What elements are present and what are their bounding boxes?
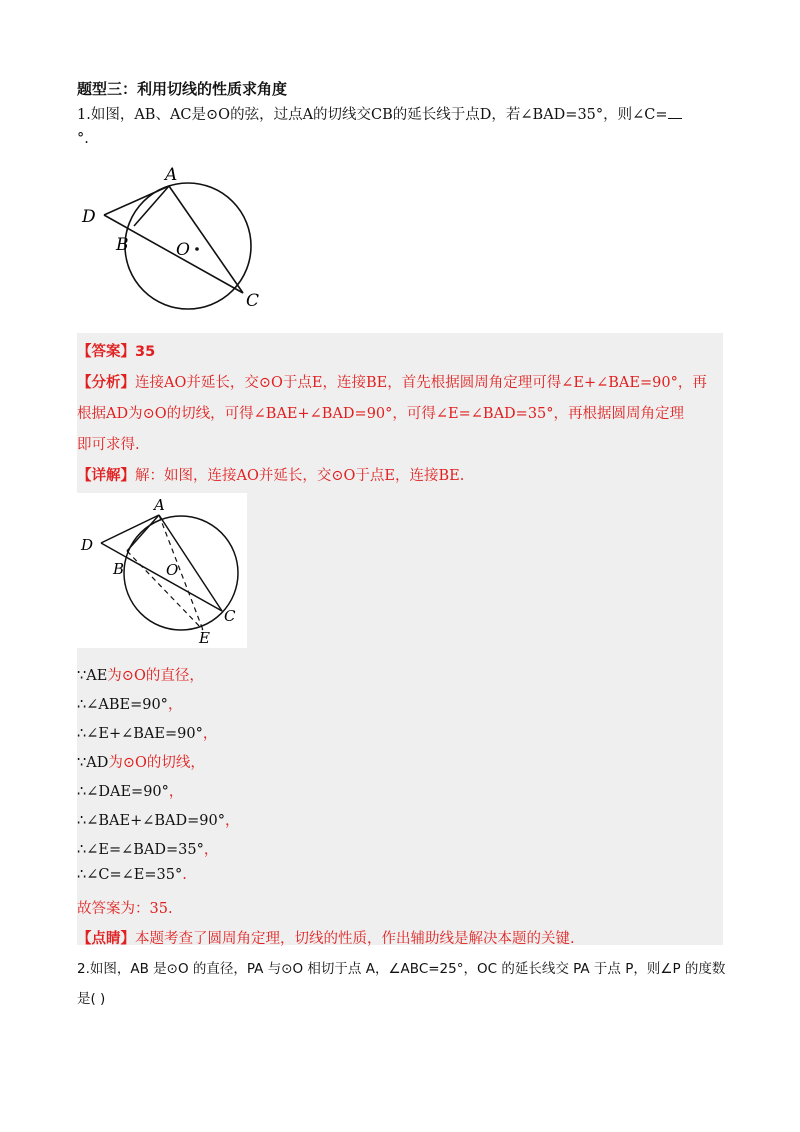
analysis-line-2: 根据AD为⊙O的切线，可得∠BAE+∠BAD=90°，可得∠E=∠BAD=35°，再根据圆周角定理 [77,406,685,422]
figure-2-circle-diagram [77,493,247,648]
step-3: ∴∠E+∠BAE=90°， [77,726,218,742]
dashed-be [127,551,203,630]
chord-ab [127,515,159,551]
answer-value: 35 [135,344,156,360]
step-1: ∵AE为⊙O的直径， [77,668,204,684]
question-2-line2: 是( ) [77,991,106,1007]
answer-tag: 【答案】 [77,344,135,360]
label-c: C [224,607,236,625]
label-c: C [246,291,260,311]
question-1-text [77,103,682,124]
figure-2-container [77,493,247,648]
label-o: O [166,561,179,579]
label-a: A [165,165,178,185]
answer-blank [668,104,682,119]
step-5: ∴∠DAE=90°， [77,784,184,800]
analysis-line-3: 即可求得. [77,437,140,453]
detail-tag: 【详解】 [77,467,135,484]
tangent-da [101,515,159,543]
step-6: ∴∠BAE+∠BAD=90°， [77,813,240,829]
label-b: B [113,560,125,578]
step-4: ∵AD为⊙O的切线， [77,755,205,771]
comment-tag: 【点睛】 [77,930,135,947]
figure-1-circle-diagram [76,160,276,325]
label-e: E [199,629,210,647]
label-a: A [154,496,165,514]
step-2: ∴∠ABE=90°， [77,697,183,713]
label-o: O [176,240,190,260]
detail-line: 【详解】解：如图，连接AO并延长，交⊙O于点E，连接BE. [77,467,465,484]
analysis-tag: 【分析】 [77,374,135,391]
question-2-line1: 2.如图，AB 是⊙O 的直径，PA 与⊙O 相切于点 A，∠ABC=25°，OC 的延长线交 PA 于点 P，则∠P 的度数 [77,961,726,977]
label-d: D [82,207,96,227]
comment-line: 【点睛】本题考查了圆周角定理，切线的性质，作出辅助线是解决本题的关键. [77,930,575,947]
center-dot [195,247,199,251]
label-b: B [116,235,129,255]
label-d: D [81,536,94,554]
circle-o [124,516,238,630]
final-answer: 故答案为：35. [77,901,173,917]
analysis-line-1: 【分析】连接AO并延长，交⊙O于点E，连接BE，首先根据圆周角定理可得∠E+∠BAE=90°，再 [77,374,707,391]
answer-line [77,340,155,361]
section-heading: 题型三：利用切线的性质求角度 [77,80,288,98]
question-1-line1: 1.如图，AB、AC是⊙O的弦，过点A的切线交CB的延长线于点D，若∠BAD=35°，则∠C= [77,107,668,123]
step-8: ∴∠C=∠E=35°. [77,867,187,883]
step-7: ∴∠E=∠BAD=35°， [77,842,219,858]
question-1-line2: °. [77,131,89,147]
